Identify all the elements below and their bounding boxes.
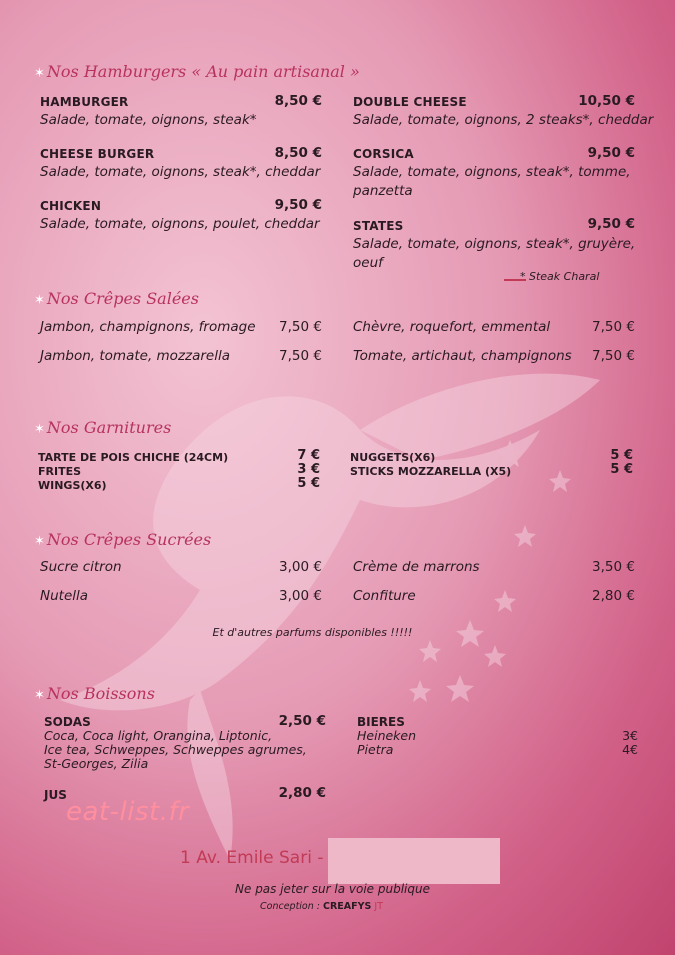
crepe-price: 7,50 €	[279, 348, 322, 364]
item-name: CORSICA	[353, 147, 414, 161]
beer-name: Pietra	[357, 742, 394, 757]
crepes-sucrees-title-text: Nos Crêpes Sucrées	[46, 530, 212, 549]
side-price: 5 €	[610, 462, 633, 477]
drink-name: JUS	[44, 788, 67, 802]
section-title-garnitures	[34, 418, 171, 437]
crepe-price: 7,50 €	[592, 319, 635, 335]
crepe-name: Sucre citron	[40, 559, 122, 575]
star-icon: ✶	[34, 422, 45, 437]
beer-name: Heineken	[357, 728, 417, 743]
boissons-title-text: Nos Boissons	[46, 684, 155, 703]
item-name: CHICKEN	[40, 199, 102, 213]
drink-price: 2,80 €	[278, 785, 326, 801]
drink-list: Coca, Coca light, Orangina, Liptonic,	[44, 728, 273, 743]
star-icon: ✶	[34, 66, 45, 81]
item-price: 8,50 €	[274, 93, 322, 109]
item-description: Salade, tomate, oignons, steak*, cheddar	[40, 164, 321, 180]
crepes-salees-title-text: Nos Crêpes Salées	[46, 289, 199, 308]
section-title-boissons	[34, 684, 155, 703]
conception-suffix: JT	[374, 901, 383, 912]
item-description: Salade, tomate, oignons, steak*, tomme,	[353, 164, 631, 180]
address-text: 1 Av. Emile Sari -	[180, 848, 324, 868]
beer-price: 4€	[622, 742, 638, 757]
side-name: WINGS(X6)	[38, 479, 107, 492]
item-price: 10,50 €	[578, 93, 635, 109]
star-icon: ✶	[34, 688, 45, 703]
item-description: Salade, tomate, oignons, 2 steaks*, cheddar	[353, 112, 654, 128]
crepe-name: Jambon, tomate, mozzarella	[40, 348, 231, 364]
item-description: Salade, tomate, oignons, steak*, gruyère,	[353, 236, 636, 252]
item-description: oeuf	[353, 255, 383, 271]
drink-name: SODAS	[44, 715, 91, 729]
crepe-name: Nutella	[40, 588, 89, 604]
item-price: 9,50 €	[587, 145, 635, 161]
item-name: CHEESE BURGER	[40, 147, 155, 161]
drink-list: St-Georges, Zilia	[44, 756, 149, 771]
conception-credit	[260, 901, 383, 912]
star-icon: ✶	[34, 293, 45, 308]
crepe-price: 7,50 €	[592, 348, 635, 364]
side-name: FRITES	[38, 465, 82, 478]
side-name: NUGGETS(X6)	[350, 451, 436, 464]
item-description: panzetta	[353, 183, 413, 199]
crepe-price: 3,00 €	[279, 559, 322, 575]
item-description: Salade, tomate, oignons, poulet, cheddar	[40, 216, 320, 232]
drink-name: BIERES	[357, 715, 405, 729]
crepe-name: Jambon, champignons, fromage	[40, 319, 256, 335]
section-title-crepes-sucrees	[34, 530, 211, 549]
section-title-hamburgers	[34, 62, 360, 81]
item-name: STATES	[353, 219, 404, 233]
item-name: HAMBURGER	[40, 95, 129, 109]
watermark-text: eat-list.fr	[66, 797, 190, 827]
redacted-block	[328, 838, 500, 884]
crepe-name: Tomate, artichaut, champignons	[353, 348, 572, 364]
crepe-name: Confiture	[353, 588, 416, 604]
conception-label: Conception :	[260, 901, 320, 912]
crepe-price: 7,50 €	[279, 319, 322, 335]
item-description: Salade, tomate, oignons, steak*	[40, 112, 257, 128]
side-price: 5 €	[610, 448, 633, 463]
item-name: DOUBLE CHEESE	[353, 95, 467, 109]
drink-price: 2,50 €	[278, 713, 326, 729]
garnitures-title-text: Nos Garnitures	[46, 418, 172, 437]
disposal-note: Ne pas jeter sur la voie publique	[235, 882, 430, 896]
steak-note: * Steak Charal	[520, 270, 600, 283]
side-price: 7 €	[297, 448, 320, 463]
side-price: 3 €	[297, 462, 320, 477]
section-title-crepes-salees	[34, 289, 199, 308]
conception-name: CREAFYS	[323, 901, 372, 912]
hamburgers-title-text: Nos Hamburgers « Au pain artisanal »	[46, 62, 360, 81]
side-name: TARTE DE POIS CHICHE (24CM)	[38, 451, 229, 464]
crepe-price: 3,00 €	[279, 588, 322, 604]
drink-list: Ice tea, Schweppes, Schweppes agrumes,	[44, 742, 307, 757]
crepe-name: Chèvre, roquefort, emmental	[353, 319, 551, 335]
crepe-price: 3,50 €	[592, 559, 635, 575]
other-flavours-note: Et d'autres parfums disponibles !!!!!	[212, 626, 413, 639]
side-price: 5 €	[297, 476, 320, 491]
item-price: 9,50 €	[587, 216, 635, 232]
crepe-name: Crème de marrons	[353, 559, 480, 575]
crepe-price: 2,80 €	[592, 588, 635, 604]
item-price: 9,50 €	[274, 197, 322, 213]
beer-price: 3€	[622, 728, 638, 743]
item-price: 8,50 €	[274, 145, 322, 161]
star-icon: ✶	[34, 534, 45, 549]
side-name: STICKS MOZZARELLA (X5)	[350, 465, 512, 478]
